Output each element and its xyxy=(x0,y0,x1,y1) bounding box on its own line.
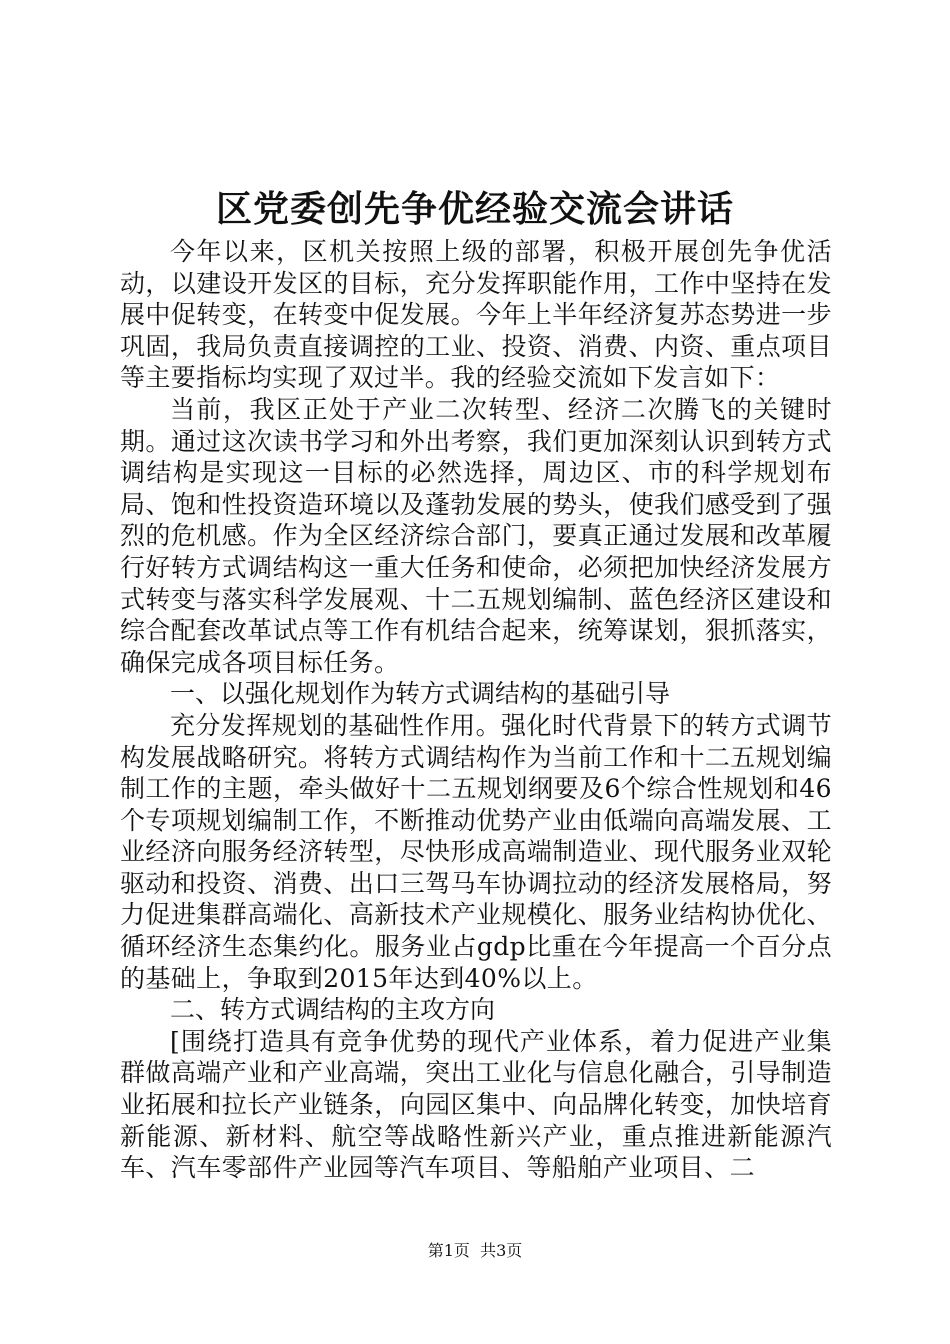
page-total: 共3页 xyxy=(480,1241,523,1260)
paragraph-intro: 今年以来，区机关按照上级的部署，积极开展创先争优活动，以建设开发区的目标，充分发挥职能作用，工作中坚持在发展中促转变，在转变中促发展。今年上半年经济复苏态势进一步巩固，我局负责直接调控的工业、投资、消费、内资、重点项目等主要指标均实现了双过半。我的经验交流如下发言如下： xyxy=(120,237,832,393)
paragraph-direction: [围绕打造具有竞争优势的现代产业体系，着力促进产业集群做高端产业和产业高端，突出工业化与信息化融合，引导制造业拓展和拉长产业链条，向园区集中、向品牌化转变，加快培育新能源、新材料、航空等战略性新兴产业，重点推进新能源汽车、汽车零部件产业园等汽车项目、等船舶产业项目、二 xyxy=(120,1026,832,1183)
section-heading-1: 一、以强化规划作为转方式调结构的基础引导 xyxy=(170,679,671,709)
section-heading-2: 二、转方式调结构的主攻方向 xyxy=(170,995,496,1025)
page-number: 第1页 xyxy=(427,1241,470,1260)
paragraph-planning: 充分发挥规划的基础性作用。强化时代背景下的转方式调节构发展战略研究。将转方式调结构作为当前工作和十二五规划编制工作的主题，牵头做好十二五规划纲要及6个综合性规划和46个专项规划编制工作，不断推动优势产业由低端向高端发展、工业经济向服务经济转型，尽快形成高端制造业、现代服务业双轮驱动和投资、消费、出口三驾马车协调拉动的经济发展格局，努力促进集群高端化、高新技术产业规模化、服务业结构协优化、循环经济生态集约化。服务业占gdp比重在今年提高一个百分点的基础上，争取到2015年达到40%以上。 xyxy=(120,710,832,993)
document-body xyxy=(120,236,832,1184)
page-footer xyxy=(0,1241,950,1261)
document-title: 区党委创先争优经验交流会讲话 xyxy=(215,188,734,230)
paragraph-current-situation: 当前，我区正处于产业二次转型、经济二次腾飞的关键时期。通过这次读书学习和外出考察，我们更加深刻认识到转方式调结构是实现这一目标的必然选择，周边区、市的科学规划布局、饱和性投资造环境以及蓬勃发展的势头，使我们感受到了强烈的危机感。作为全区经济综合部门，要真正通过发展和改革履行好转方式调结构这一重大任务和使命，必须把加快经济发展方式转变与落实科学发展观、十二五规划编制、蓝色经济区建设和综合配套改革试点等工作有机结合起来，统筹谋划，狠抓落实，确保完成各项目标任务。 xyxy=(120,394,832,677)
